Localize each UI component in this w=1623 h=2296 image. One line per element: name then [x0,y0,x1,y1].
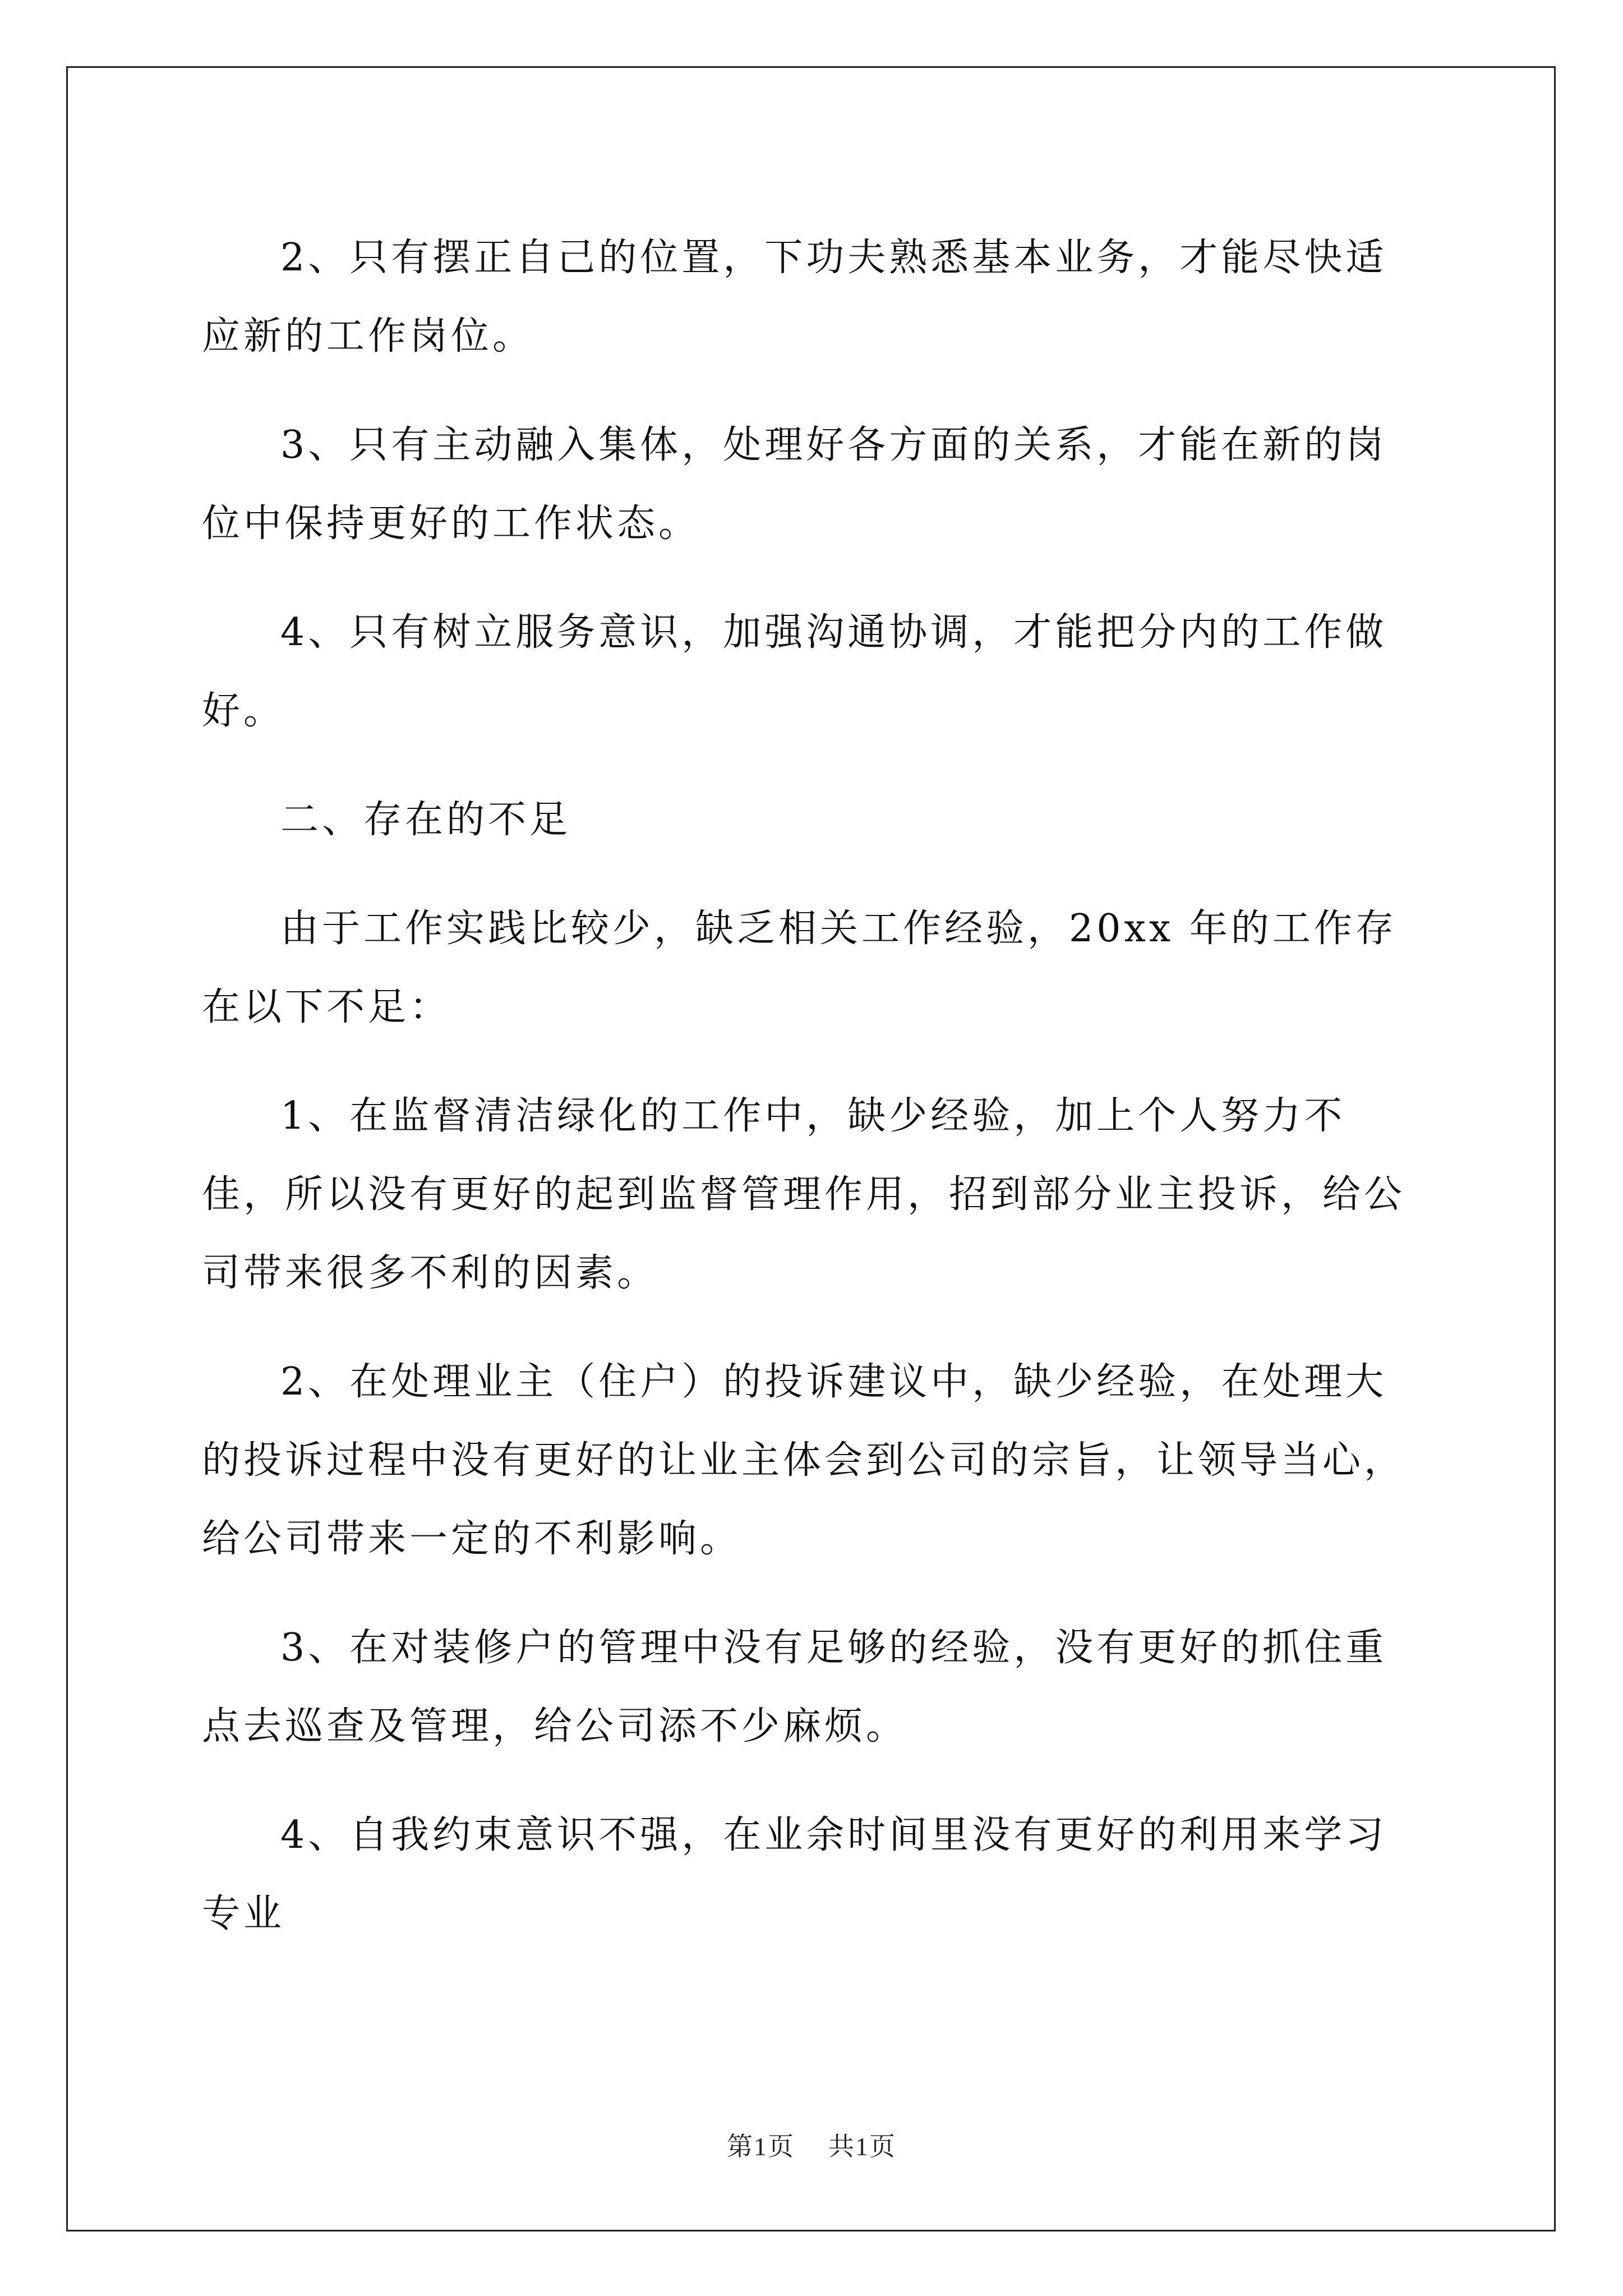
paragraph-2: 3、只有主动融入集体，处理好各方面的关系，才能在新的岗位中保持更好的工作状态。 [202,423,1387,546]
page-number: 第1页 [727,2132,795,2161]
page-footer [0,2126,1623,2163]
paragraph-8: 4、自我约束意识不强，在业余时间里没有更好的利用来学习专业 [202,1813,1387,1936]
paragraph-1: 2、只有摆正自己的位置，下功夫熟悉基本业务，才能尽快适应新的工作岗位。 [202,236,1387,358]
paragraph-6: 2、在处理业主（住户）的投诉建议中，缺少经验，在处理大的投诉过程中没有更好的让业主体会到公司的宗旨，让领导当心，给公司带来一定的不利影响。 [202,1360,1406,1561]
page-total: 共1页 [828,2132,896,2161]
paragraph-7: 3、在对装修户的管理中没有足够的经验，没有更好的抓住重点去巡查及管理，给公司添不少麻烦。 [202,1626,1387,1749]
paragraph-5: 1、在监督清洁绿化的工作中，缺少经验，加上个人努力不佳，所以没有更好的起到监督管理作用，招到部分业主投诉，给公司带来很多不利的因素。 [202,1094,1406,1295]
paragraph-3: 4、只有树立服务意识，加强沟通协调，才能把分内的工作做好。 [202,610,1387,733]
document-body [202,219,1424,1984]
section-heading: 二、存在的不足 [280,798,571,842]
paragraph-4: 由于工作实践比较少，缺乏相关工作经验，20xx 年的工作存在以下不足： [202,907,1397,1029]
